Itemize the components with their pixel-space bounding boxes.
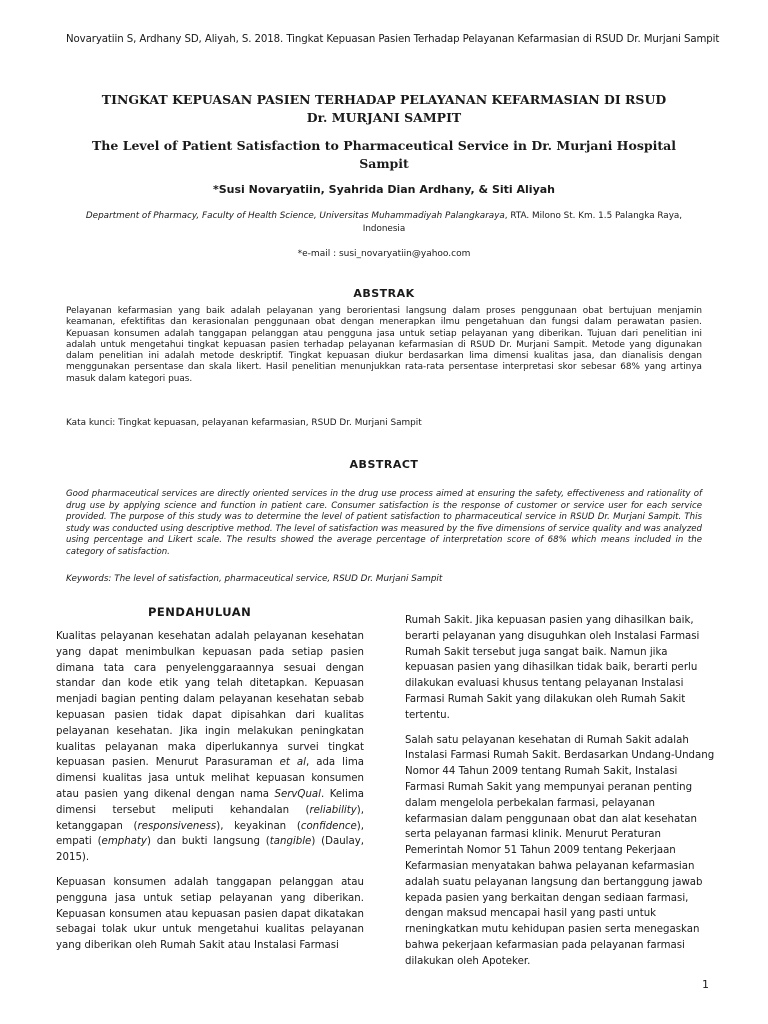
p1-reliability: reliability (309, 804, 357, 816)
affiliation-address: , RTA. Milono St. Km. 1.5 Palangka Raya, (504, 211, 683, 221)
abstract-keywords: Keywords: The level of satisfaction, pharmaceutical service, RSUD Dr. Murjani Sampit (66, 574, 443, 584)
running-header: Novaryatiin S, Ardhany SD, Aliyah, S. 2018. Tingkat Kepuasan Pasien Terhadap Pelayanan Kefarmasian di RSUD Dr. Murjani Sampit (66, 34, 720, 45)
p1-text-h: ) (Daulay, 2015). (56, 836, 364, 864)
pendahuluan-paragraph-3: Rumah Sakit. Jika kepuasan pasien yang dihasilkan baik, berarti pelayanan yang disuguhkan oleh Instalasi Farmasi Rumah Sakit tersebut juga sangat baik. Namun jika kepuasan pasien yang dihasilkan tidak baik, berarti perlu dilakukan evaluasi khusus tentang pelayanan Instalasi Farmasi Rumah Sakit yang dilakukan oleh Rumah Sakit tertentu. (405, 615, 700, 721)
title-english (60, 137, 708, 173)
left-column (56, 629, 364, 963)
title-indonesian (60, 91, 708, 127)
p1-text-a: Kualitas pelayanan kesehatan adalah pelayanan kesehatan yang dapat menimbulkan kepuasan pada setiap pasien dimana tata cara penyelenggaraannya sesuai dengan standar dan kode etik yang telah ditetapkan. Kepuasan menjadi bagian penting dalam pelayanan kesehatan sebab kepuasan pasien tidak dapat dipisahkan dari kualitas pelayanan kesehatan. Jika ingin melakukan peningkatan kualitas pelayanan maka diperlukannya survei tingkat kepuasan pasien. Menurut Parasuraman (56, 631, 364, 769)
p1-responsiveness: responsiveness (137, 820, 217, 832)
abstrak-body: Pelayanan kefarmasian yang baik adalah pelayanan yang berorientasi langsung dalam proses penggunaan obat bertujuan menjamin keamanan, efektifitas dan kerasionalan penggunaan obat dengan menerapkan ilmu pengetahuan dan fungsi dalam perawatan pasien. Kepuasan konsumen adalah tanggapan pelanggan atau pengguna jasa untuk setiap pelayanan yang diberikan. Tujuan dari penelitian ini adalah untuk mengetahui tingkat kepuasan pasien terhadap pelayanan kefarmasian di RSUD Dr. Murjani Sampit. Metode yang digunakan dalam penelitian ini adalah metode deskriptif. Tingkat kepuasan diukur berdasarkan lima dimensi kualitas jasa, dan dianalisis dengan menggunakan persentase dan skala likert. Hasil penelitian menunjukkan rata-rata persentase interpretasi skor sebesar 68% yang artinya masuk dalam kategori puas. (66, 306, 702, 384)
email: *e-mail : susi_novaryatiin@yahoo.com (297, 249, 471, 259)
affiliation (70, 210, 698, 236)
pendahuluan-heading: PENDAHULUAN (148, 605, 252, 619)
right-column (405, 613, 715, 979)
p1-text-d: ), ketanggapan ( (56, 804, 364, 832)
pendahuluan-paragraph-4: Salah satu pelayanan kesehatan di Rumah Sakit adalah Instalasi Farmasi Rumah Sakit. Berdasarkan Undang-Undang Nomor 44 Tahun 2009 tentang Rumah Sakit, Instalasi Farmasi Rumah Sakit yang mempunyai peranan penting dalam mengelola perbekalan farmasi, pelayanan kefarmasian dalam penggunaan obat dan alat kesehatan serta pelayanan farmasi klinik. Menurut Peraturan Pemerintah Nomor 51 Tahun 2009 tentang Pekerjaan Kefarmasian menyatakan bahwa pelayanan kefarmasian adalah suatu pelayanan langsung dan bertanggung jawab kepada pasien yang berkaitan dengan sediaan farmasi, dengan maksud mencapai hasil yang pasti untuk rneningkatkan mutu kehidupan pasien serta menegaskan bahwa pekerjaan kefarmasian pada pelayanan farmasi dilakukan oleh Apoteker. (405, 734, 715, 967)
affiliation-country: Indonesia (362, 224, 406, 234)
p1-text-b: , ada lima dimensi kualitas jasa untuk melihat kepuasan konsumen atau pasien yang dikenal dengan nama (56, 757, 365, 800)
p1-text-f: ), empati ( (56, 820, 364, 848)
abstract-body: Good pharmaceutical services are directly oriented services in the drug use process aimed at ensuring the safety, effectiveness and rationality of drug use by applying science and function in patient care. Consumer satisfaction is the response of customer or service user for each service provided. The purpose of this study was to determine the level of patient satisfaction to pharmaceutical service in RSUD Dr. Murjani Sampit. This study was conducted using descriptive method. The level of satisfaction was measured by the five dimensions of service quality and was analyzed using percentage and Likert scale. The results showed the average percentage of interpretation score of 68% which means included in the category of satisfaction. (66, 489, 702, 557)
p1-tangible: tangible (269, 836, 312, 848)
p1-emphaty: emphaty (101, 836, 147, 848)
p1-text-e: ), keyakinan ( (216, 820, 301, 832)
p1-confidence: confidence (300, 820, 357, 832)
p1-text-c: . Kelima dimensi tersebut meliputi kehandalan ( (56, 788, 364, 816)
authors: *Susi Novaryatiin, Syahrida Dian Ardhany, & Siti Aliyah (213, 183, 555, 196)
abstract-heading: ABSTRACT (349, 458, 419, 471)
p1-et-al: et al (279, 757, 306, 769)
title-english-line1: The Level of Patient Satisfaction to Pharmaceutical Service in Dr. Murjani Hospital (92, 138, 676, 153)
title-english-line2: Sampit (359, 156, 409, 171)
pendahuluan-paragraph-1 (56, 629, 364, 866)
page-number: 1 (702, 978, 709, 991)
p1-text-g: ) dan bukti langsung ( (146, 836, 270, 848)
affiliation-department: Department of Pharmacy, Faculty of Health Science, Universitas Muhammadiyah Palangkaraya (85, 211, 505, 221)
title-indonesian-line2: Dr. MURJANI SAMPIT (306, 110, 462, 125)
abstrak-keywords: Kata kunci: Tingkat kepuasan, pelayanan kefarmasian, RSUD Dr. Murjani Sampit (66, 418, 422, 428)
p1-servqual: ServQual (274, 788, 321, 800)
pendahuluan-paragraph-2: Kepuasan konsumen adalah tanggapan pelanggan atau pengguna jasa untuk setiap pelayanan yang diberikan. Kepuasan konsumen atau kepuasan pasien dapat dikatakan sebagai tolak ukur untuk mengetahui kualitas pelayanan yang diberikan oleh Rumah Sakit atau Instalasi Farmasi (56, 876, 364, 952)
title-indonesian-line1: TINGKAT KEPUASAN PASIEN TERHADAP PELAYANAN KEFARMASIAN DI RSUD (101, 92, 667, 107)
abstrak-heading: ABSTRAK (353, 287, 415, 300)
